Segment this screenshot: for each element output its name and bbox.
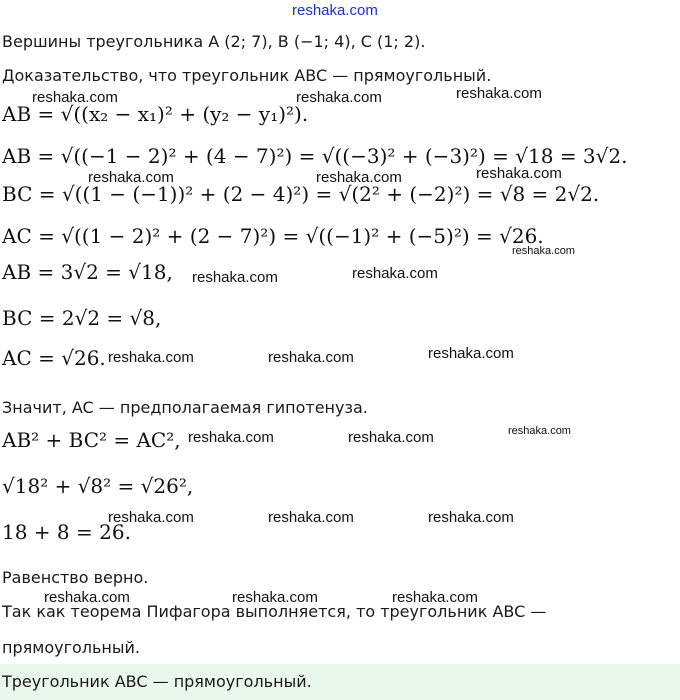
pythagoras-equation: AB² + BC² = AC², <box>2 428 181 452</box>
watermark: reshaka.com <box>268 509 354 526</box>
watermark: reshaka.com <box>316 169 402 186</box>
watermark: reshaka.com <box>188 429 274 446</box>
ab-value: AB = 3√2 = √18, <box>2 260 173 284</box>
watermark: reshaka.com <box>428 345 514 362</box>
watermark: reshaka.com <box>512 245 575 257</box>
hypotenuse-line: Значит, AC — предполагаемая гипотенуза. <box>2 398 368 417</box>
ab-calculation: AB = √((−1 − 2)² + (4 − 7)²) = √((−3)² + (−3)²) = √18 = 3√2. <box>2 144 628 168</box>
watermark: reshaka.com <box>392 589 478 606</box>
watermark: reshaka.com <box>428 509 514 526</box>
vertices-line: Вершины треугольника A (2; 7), B (−1; 4), C (1; 2). <box>2 32 426 51</box>
proof-intro-line: Доказательство, что треугольник ABC — прямоугольный. <box>2 66 492 85</box>
watermark: reshaka.com <box>44 589 130 606</box>
watermark: reshaka.com <box>108 509 194 526</box>
conclusion-line-1: Так как теорема Пифагора выполняется, то треугольник ABC — <box>2 602 547 621</box>
watermark: reshaka.com <box>32 89 118 106</box>
equality-true-line: Равенство верно. <box>2 568 149 587</box>
bc-calculation: BC = √((1 − (−1))² + (2 − 4)²) = √(2² + (−2)²) = √8 = 2√2. <box>2 182 600 206</box>
ac-calculation: AC = √((1 − 2)² + (2 − 7)²) = √((−1)² + (−5)²) = √26. <box>2 224 544 248</box>
watermark: reshaka.com <box>476 165 562 182</box>
answer-box <box>0 664 680 700</box>
watermark: reshaka.com <box>352 265 438 282</box>
watermark: reshaka.com <box>232 589 318 606</box>
bc-value: BC = 2√2 = √8, <box>2 306 162 330</box>
watermark: reshaka.com <box>456 85 542 102</box>
distance-formula: AB = √((x₂ − x₁)² + (y₂ − y₁)²). <box>2 102 309 126</box>
conclusion-line-2: прямоугольный. <box>2 638 140 657</box>
sum-equation: 18 + 8 = 26. <box>2 520 131 544</box>
watermark: reshaka.com <box>296 89 382 106</box>
watermark: reshaka.com <box>508 425 571 437</box>
watermark: reshaka.com <box>108 349 194 366</box>
ac-value: AC = √26. <box>2 346 106 370</box>
answer-text: Треугольник ABC — прямоугольный. <box>2 672 312 691</box>
watermark: reshaka.com <box>88 169 174 186</box>
substitution-equation: √18² + √8² = √26², <box>2 474 194 498</box>
watermark: reshaka.com <box>348 429 434 446</box>
site-watermark-top: reshaka.com <box>292 2 378 19</box>
watermark: reshaka.com <box>268 349 354 366</box>
watermark: reshaka.com <box>192 269 278 286</box>
